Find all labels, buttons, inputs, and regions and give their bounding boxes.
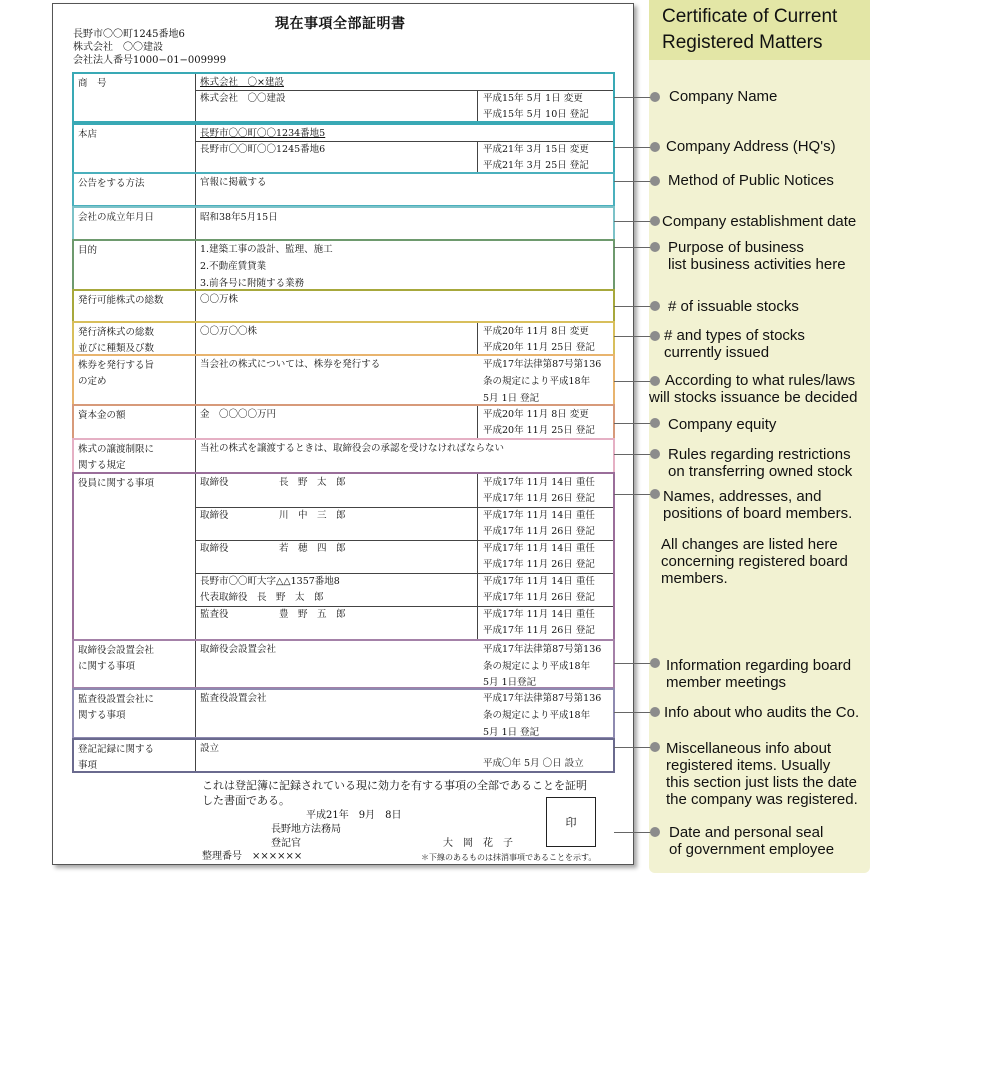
annotation-company-equity: Company equity — [668, 416, 777, 433]
header-address: 長野市〇〇町1245番地6 — [73, 29, 185, 40]
registration-date: 平成17年 11月 26日 登記 — [483, 493, 595, 504]
section-value: 監査役設置会社 — [200, 693, 267, 704]
section-value: 設立 — [200, 743, 220, 754]
section-value: 〇〇万〇〇株 — [200, 326, 258, 337]
officer-name: 川 中 三 郎 — [279, 510, 346, 521]
section-label: 取締役会設置会社 に関する事項 — [78, 645, 155, 672]
change-date: 平成20年 11月 8日 変更 — [483, 326, 589, 337]
connector-line — [614, 663, 652, 664]
bullet-dot — [650, 92, 660, 102]
connector-line — [614, 381, 652, 382]
section-issuable-stocks — [72, 289, 615, 323]
section-label: 役員に関する事項 — [78, 478, 155, 489]
struck-address: 長野市〇〇町〇〇1234番地5 — [200, 128, 326, 139]
annotation-board-meetings: Information regarding board member meetings — [666, 657, 852, 691]
officer-role: 取締役 — [200, 543, 229, 554]
connector-line — [614, 221, 652, 222]
section-value: 当会社の株式については、株券を発行する — [200, 359, 381, 370]
officer-name: 若 穂 四 郎 — [279, 543, 346, 554]
document-title: 現在事項全部証明書 — [275, 16, 406, 32]
section-label: 会社の成立年月日 — [78, 212, 155, 223]
section-value: 金 〇〇〇〇万円 — [200, 409, 277, 420]
registration-date: 平成15年 5月 10日 登記 — [483, 109, 589, 120]
section-officers — [72, 472, 615, 641]
bullet-dot — [650, 489, 660, 499]
annotation-issuable-stocks: # of issuable stocks — [668, 298, 799, 315]
purpose-item: 1.建築工事の設計、監理、施工 — [200, 244, 333, 255]
section-capital — [72, 404, 615, 440]
purpose-item: 3.前各号に附随する業務 — [200, 278, 305, 289]
registration-date: 平成20年 11月 25日 登記 — [483, 342, 595, 353]
address-value: 長野市〇〇町〇〇1245番地6 — [200, 144, 326, 155]
section-label: 資本金の額 — [78, 410, 126, 421]
legal-affairs-bureau: 長野地方法務局 — [271, 824, 341, 835]
registration-date: 5月 1日登記 — [483, 677, 537, 688]
section-value: 取締役会設置会社 — [200, 644, 277, 655]
bullet-dot — [650, 658, 660, 668]
registration-date: 平成17年 11月 26日 登記 — [483, 559, 595, 570]
change-date: 平成20年 11月 8日 変更 — [483, 409, 589, 420]
registrar-title: 登記官 — [271, 838, 301, 849]
section-label: 発行可能株式の総数 — [78, 295, 164, 306]
annotation-purpose: Purpose of business list business activities here — [668, 239, 846, 273]
registration-date: 平成21年 3月 25日 登記 — [483, 160, 589, 171]
section-registration-record — [72, 738, 615, 773]
bullet-dot — [650, 418, 660, 428]
section-purpose — [72, 239, 615, 291]
connector-line — [614, 747, 652, 748]
annotation-establishment-date: Company establishment date — [662, 213, 857, 230]
connector-line — [614, 454, 652, 455]
bullet-dot — [650, 301, 660, 311]
connector-line — [614, 306, 652, 307]
bullet-dot — [650, 707, 660, 717]
section-transfer-restrictions — [72, 438, 615, 474]
annotation-board-members: Names, addresses, and positions of board members. — [663, 488, 853, 522]
annotation-company-name: Company Name — [669, 88, 778, 105]
officer-name: 代表取締役 長 野 太 郎 — [200, 592, 324, 603]
bullet-dot — [650, 242, 660, 252]
officer-address: 長野市〇〇町大字△△1357番地8 — [200, 576, 340, 587]
annotation-public-notices: Method of Public Notices — [668, 172, 834, 189]
registration-date: 平成17年 11月 26日 登記 — [483, 526, 595, 537]
section-stock-certificates — [72, 354, 615, 406]
section-head-office — [72, 123, 615, 174]
registration-date: 平成17年 11月 26日 登記 — [483, 625, 595, 636]
official-seal: 印 — [546, 797, 596, 847]
certificate-document — [52, 3, 634, 865]
officer-role: 監査役 — [200, 609, 229, 620]
annotation-transfer-restrictions: Rules regarding restrictions on transferring owned stock — [668, 446, 853, 480]
reappointment-date: 平成17年 11月 14日 重任 — [483, 609, 595, 620]
establishment-date: 平成〇年 5月 〇日 設立 — [483, 758, 584, 769]
change-date: 平成21年 3月 15日 変更 — [483, 144, 589, 155]
officer-name: 豊 野 五 郎 — [279, 609, 346, 620]
officer-name: 長 野 太 郎 — [279, 477, 346, 488]
section-company-name — [72, 72, 615, 123]
registrar-name: 大 岡 花 子 — [443, 838, 513, 849]
section-label: 目的 — [78, 245, 98, 256]
registration-date: 平成20年 11月 25日 登記 — [483, 425, 595, 436]
annotation-stock-rules: According to what rules/laws will stocks issuance be decided — [649, 372, 858, 406]
legal-basis-line: 条の規定により平成18年 — [483, 661, 591, 672]
bullet-dot — [650, 331, 660, 341]
section-label: 商 号 — [78, 78, 107, 89]
section-public-notice — [72, 172, 615, 207]
registration-date: 平成17年 11月 26日 登記 — [483, 592, 595, 603]
purpose-item: 2.不動産賃貸業 — [200, 261, 267, 272]
legal-basis-line: 条の規定により平成18年 — [483, 710, 591, 721]
certification-date: 平成21年 9月 8日 — [306, 810, 402, 821]
reappointment-date: 平成17年 11月 14日 重任 — [483, 510, 595, 521]
annotation-misc-info: Miscellaneous info about registered items. Usually this section just lists the date the company was registered. — [666, 740, 858, 808]
section-label: 登記記録に関する 事項 — [78, 744, 155, 771]
bullet-dot — [650, 742, 660, 752]
section-board-meetings — [72, 639, 615, 689]
section-label: 公告をする方法 — [78, 178, 145, 189]
registration-date: 5月 1日 登記 — [483, 727, 540, 738]
connector-line — [614, 336, 652, 337]
annotation-date-seal: Date and personal seal of government employee — [669, 824, 835, 858]
legal-basis-line: 平成17年法律第87号第136 — [483, 359, 602, 370]
certification-statement-end: した書面である。 — [202, 794, 290, 807]
section-label: 株式の譲渡制限に 関する規定 — [78, 444, 155, 471]
header-company: 株式会社 〇〇建設 — [73, 42, 163, 53]
section-establishment-date — [72, 206, 615, 241]
registration-date: 5月 1日 登記 — [483, 393, 540, 404]
panel-title: Certificate of Current Registered Matters — [662, 6, 838, 53]
section-label: 監査役設置会社に 関する事項 — [78, 694, 155, 721]
connector-line — [614, 712, 652, 713]
section-auditors — [72, 688, 615, 739]
connector-line — [614, 423, 652, 424]
section-label: 株券を発行する旨 の定め — [78, 360, 155, 387]
reappointment-date: 平成17年 11月 14日 重任 — [483, 543, 595, 554]
reappointment-date: 平成17年 11月 14日 重任 — [483, 576, 595, 587]
struck-company-name: 株式会社 〇×建設 — [200, 77, 284, 88]
officer-role: 取締役 — [200, 477, 229, 488]
section-label: 発行済株式の総数 並びに種類及び数 — [78, 327, 155, 354]
bullet-dot — [650, 449, 660, 459]
connector-line — [614, 97, 652, 98]
section-issued-stocks — [72, 321, 615, 356]
section-value: 〇〇万株 — [200, 294, 239, 305]
reference-number: 整理番号 ×××××× — [202, 851, 303, 862]
certification-statement: これは登記簿に記録されている現に効力を有する事項の全部であることを証明 — [202, 779, 587, 792]
company-name-value: 株式会社 〇〇建設 — [200, 93, 286, 104]
legal-basis-line: 平成17年法律第87号第136 — [483, 644, 602, 655]
bullet-dot — [650, 216, 660, 226]
section-value: 官報に掲載する — [200, 177, 267, 188]
underline-note: ＊下線のあるものは抹消事項であることを示す。 — [421, 853, 597, 862]
section-label: 本店 — [78, 129, 98, 140]
annotation-company-address: Company Address (HQ's) — [666, 138, 836, 155]
section-value: 昭和38年5月15日 — [200, 212, 278, 223]
bullet-dot — [650, 142, 660, 152]
connector-line — [614, 181, 652, 182]
change-date: 平成15年 5月 1日 変更 — [483, 93, 583, 104]
legal-basis-line: 平成17年法律第87号第136 — [483, 693, 602, 704]
connector-line — [614, 247, 652, 248]
legal-basis-line: 条の規定により平成18年 — [483, 376, 591, 387]
annotation-issued-stocks: # and types of stocks currently issued — [664, 327, 805, 361]
annotation-board-changes: All changes are listed here concerning registered board members. — [661, 536, 848, 587]
bullet-dot — [650, 827, 660, 837]
section-value: 当社の株式を譲渡するときは、取締役会の承認を受けなければならない — [200, 443, 505, 454]
header-corporate-number: 会社法人番号1000−01−009999 — [73, 55, 227, 66]
annotation-auditors: Info about who audits the Co. — [664, 704, 860, 721]
connector-line — [614, 832, 652, 833]
connector-line — [614, 494, 652, 495]
reappointment-date: 平成17年 11月 14日 重任 — [483, 477, 595, 488]
bullet-dot — [650, 176, 660, 186]
officer-role: 取締役 — [200, 510, 229, 521]
connector-line — [614, 147, 652, 148]
